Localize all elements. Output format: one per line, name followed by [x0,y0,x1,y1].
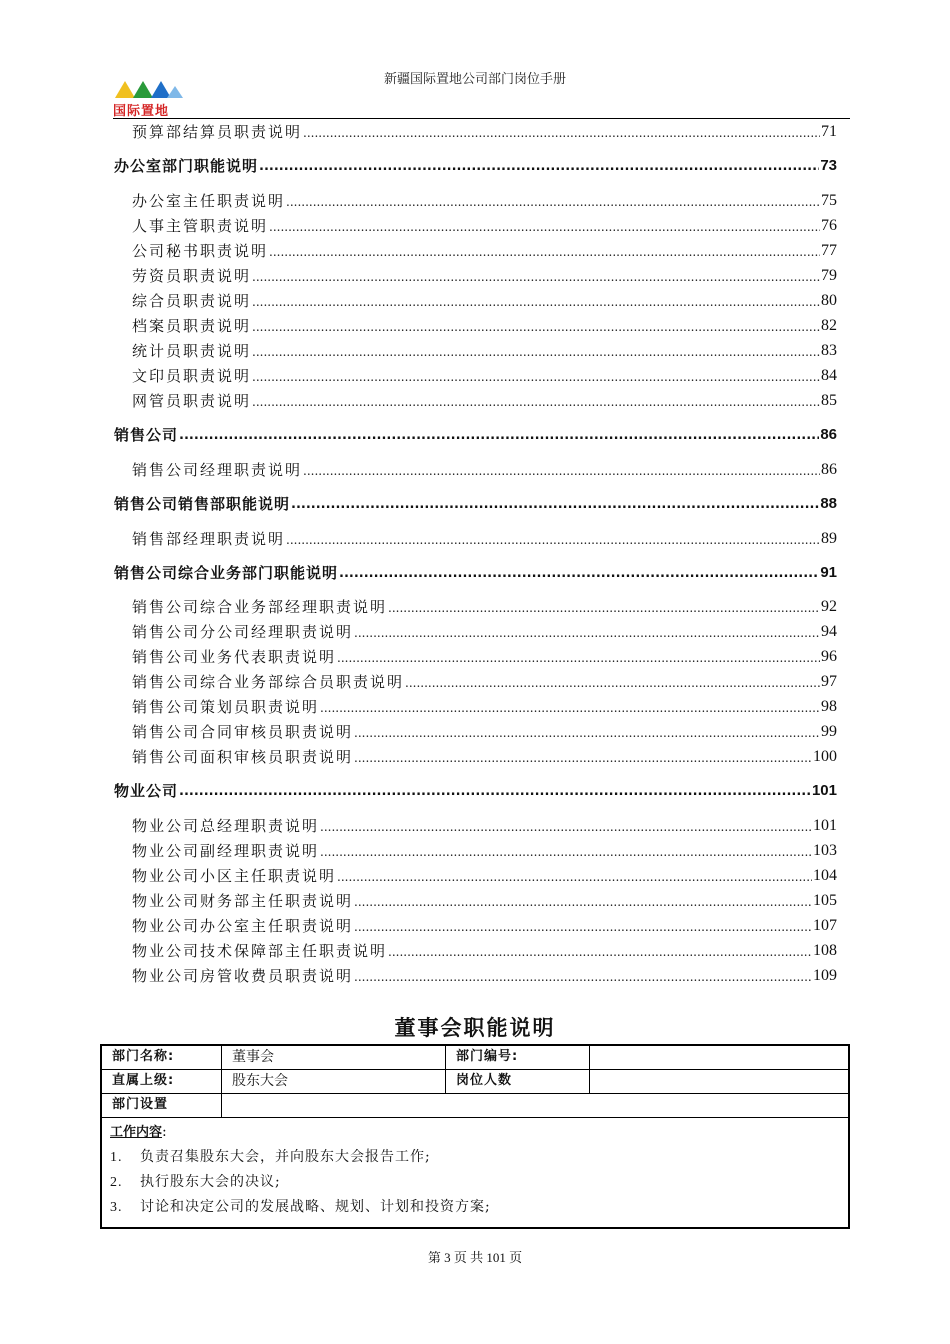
toc-entry-label: 物业公司技术保障部主任职责说明 [132,942,388,960]
toc-entry-page: 89 [821,530,837,547]
toc-entry-label: 预算部结算员职责说明 [132,123,303,141]
toc-entry-label: 物业公司副经理职责说明 [132,842,320,860]
toc-entry-page: 94 [821,623,837,640]
toc-entry-page: 107 [813,917,837,934]
toc-entry-label: 销售公司综合业务部门职能说明 [114,564,339,582]
toc-entry-label: 销售公司销售部职能说明 [114,495,291,513]
toc-section-entry[interactable] [114,155,837,177]
toc-entry-page: 82 [821,317,837,334]
toc-entry-label: 物业公司财务部主任职责说明 [132,892,354,910]
toc-entry[interactable] [132,865,837,887]
toc-entry-page: 80 [821,292,837,309]
toc-entry-page: 96 [821,648,837,665]
toc-entry[interactable] [132,121,837,143]
toc-leader-dots [286,528,820,550]
dept-name-label: 部门名称: [112,1049,175,1064]
toc-entry-label: 网管员职责说明 [132,392,252,410]
work-content [110,1120,491,1220]
toc-leader-dots [252,265,820,287]
header-rule [113,118,850,119]
toc-entry-page: 77 [821,242,837,259]
toc-entry-label: 档案员职责说明 [132,317,252,335]
toc-entry[interactable] [132,721,837,743]
toc-leader-dots [337,646,820,668]
toc-entry-page: 99 [821,723,837,740]
toc-leader-dots [252,290,820,312]
toc-entry-page: 83 [821,342,837,359]
toc-entry[interactable] [132,840,837,862]
toc-entry-page: 86 [821,461,837,478]
toc-section-entry[interactable] [114,780,837,802]
toc-entry[interactable] [132,815,837,837]
work-content-title: 工作内容 [110,1125,163,1140]
toc-entry-label: 销售公司综合业务部经理职责说明 [132,598,388,616]
toc-entry-label: 销售公司分公司经理职责说明 [132,623,354,641]
toc-entry-label: 劳资员职责说明 [132,267,252,285]
toc-leader-dots [179,424,819,446]
toc-entry[interactable] [132,646,837,668]
work-item-text: 负责召集股东大会，并向股东大会报告工作; [140,1149,431,1165]
work-item [110,1170,491,1195]
toc-entry[interactable] [132,671,837,693]
toc-entry-page: 100 [813,748,837,765]
toc-leader-dots [269,240,820,262]
toc-entry[interactable] [132,915,837,937]
toc-entry[interactable] [132,265,837,287]
toc-entry-page: 101 [813,817,837,834]
toc-entry-label: 销售公司合同审核员职责说明 [132,723,354,741]
toc-entry-page: 109 [813,967,837,984]
toc-entry-label: 销售公司面积审核员职责说明 [132,748,354,766]
toc-leader-dots [320,840,812,862]
toc-leader-dots [354,965,812,987]
superior-value: 股东大会 [232,1073,288,1089]
toc-leader-dots [303,121,820,143]
toc-entry[interactable] [132,190,837,212]
toc-entry-label: 销售公司业务代表职责说明 [132,648,337,666]
toc-entry-page: 76 [821,217,837,234]
toc-entry-page: 79 [821,267,837,284]
section-title: 董事会职能说明 [394,1015,556,1040]
toc-entry-label: 销售部经理职责说明 [132,530,286,548]
headcount-value [592,1070,847,1093]
toc-entry-label: 物业公司 [114,782,179,800]
toc-entry-page: 86 [820,426,837,443]
toc-entry-label: 物业公司总经理职责说明 [132,817,320,835]
toc-entry-label: 销售公司 [114,426,179,444]
toc-leader-dots [291,493,819,515]
toc-entry[interactable] [132,746,837,768]
toc-leader-dots [320,815,812,837]
toc-entry-page: 101 [811,782,837,799]
setup-label: 部门设置 [112,1097,169,1112]
toc-entry[interactable] [132,596,837,618]
dept-code-value [592,1046,847,1069]
toc-entry-page: 75 [821,192,837,209]
toc-entry[interactable] [132,965,837,987]
page-footer: 第 3 页 共 101 页 [427,1250,523,1265]
toc-entry[interactable] [132,528,837,550]
toc-entry-label: 销售公司经理职责说明 [132,461,303,479]
toc-entry-page: 88 [820,495,837,512]
toc-leader-dots [252,315,820,337]
toc-leader-dots [354,915,812,937]
toc-leader-dots [286,190,820,212]
toc-section-entry[interactable] [114,424,837,446]
toc-entry[interactable] [132,240,837,262]
toc-leader-dots [252,365,820,387]
toc-entry-page: 105 [813,892,837,909]
toc-entry-page: 73 [820,157,837,174]
headcount-label: 岗位人数 [456,1073,513,1088]
toc-entry[interactable] [132,621,837,643]
toc-entry-page: 103 [813,842,837,859]
toc-leader-dots [269,215,820,237]
toc-entry-label: 人事主管职责说明 [132,217,269,235]
toc-leader-dots [179,780,811,802]
work-item-number: 2. [110,1175,123,1190]
toc-entry-label: 公司秘书职责说明 [132,242,269,260]
toc-entry-page: 98 [821,698,837,715]
toc-entry[interactable] [132,390,837,412]
toc-entry-page: 92 [821,598,837,615]
toc-entry-page: 104 [813,867,837,884]
toc-leader-dots [354,746,812,768]
toc-leader-dots [252,390,820,412]
work-content-colon: : [162,1124,167,1140]
toc-entry-page: 91 [820,564,837,581]
dept-code-label: 部门编号: [456,1049,519,1064]
toc-entry[interactable] [132,940,837,962]
toc-entry-page: 71 [821,123,837,140]
logo-mountains-icon [113,78,185,100]
toc-leader-dots [259,155,819,177]
toc-entry-label: 统计员职责说明 [132,342,252,360]
toc-leader-dots [320,696,820,718]
toc-leader-dots [354,890,812,912]
toc-entry-label: 综合员职责说明 [132,292,252,310]
toc-section-entry[interactable] [114,562,837,584]
dept-name-value: 董事会 [232,1049,274,1065]
toc-entry-label: 物业公司办公室主任职责说明 [132,917,354,935]
toc-leader-dots [252,340,820,362]
toc-leader-dots [405,671,820,693]
work-item-number: 1. [110,1150,123,1165]
department-info-table [100,1044,850,1229]
toc-leader-dots [388,596,820,618]
toc-section-entry[interactable] [114,493,837,515]
toc-entry-page: 84 [821,367,837,384]
toc-entry-label: 文印员职责说明 [132,367,252,385]
toc-entry-label: 物业公司小区主任职责说明 [132,867,337,885]
superior-label: 直属上级: [112,1073,175,1088]
work-item-number: 3. [110,1200,123,1215]
toc-leader-dots [339,562,819,584]
toc-entry-label: 办公室部门职能说明 [114,157,259,175]
toc-leader-dots [354,721,820,743]
toc-leader-dots [303,459,820,481]
toc-entry-page: 97 [821,673,837,690]
toc-entry[interactable] [132,290,837,312]
toc-entry[interactable] [132,340,837,362]
work-item [110,1145,491,1170]
toc-entry-label: 销售公司策划员职责说明 [132,698,320,716]
toc-entry-page: 85 [821,392,837,409]
company-logo [113,78,185,118]
setup-value [224,1094,844,1117]
toc-entry[interactable] [132,215,837,237]
toc-entry-page: 108 [813,942,837,959]
toc-entry[interactable] [132,459,837,481]
toc-entry-label: 物业公司房管收费员职责说明 [132,967,354,985]
toc-leader-dots [337,865,812,887]
toc-leader-dots [354,621,820,643]
logo-text: 国际置地 [113,104,170,119]
work-item-text: 执行股东大会的决议; [140,1174,281,1190]
work-item-text: 讨论和决定公司的发展战略、规划、计划和投资方案; [140,1199,491,1215]
toc-entry[interactable] [132,365,837,387]
work-item [110,1195,491,1220]
toc-entry[interactable] [132,696,837,718]
toc-entry-label: 办公室主任职责说明 [132,192,286,210]
toc-entry-label: 销售公司综合业务部综合员职责说明 [132,673,405,691]
toc-leader-dots [388,940,812,962]
toc-entry[interactable] [132,315,837,337]
toc-entry[interactable] [132,890,837,912]
page-header-title: 新疆国际置地公司部门岗位手册 [383,72,566,87]
